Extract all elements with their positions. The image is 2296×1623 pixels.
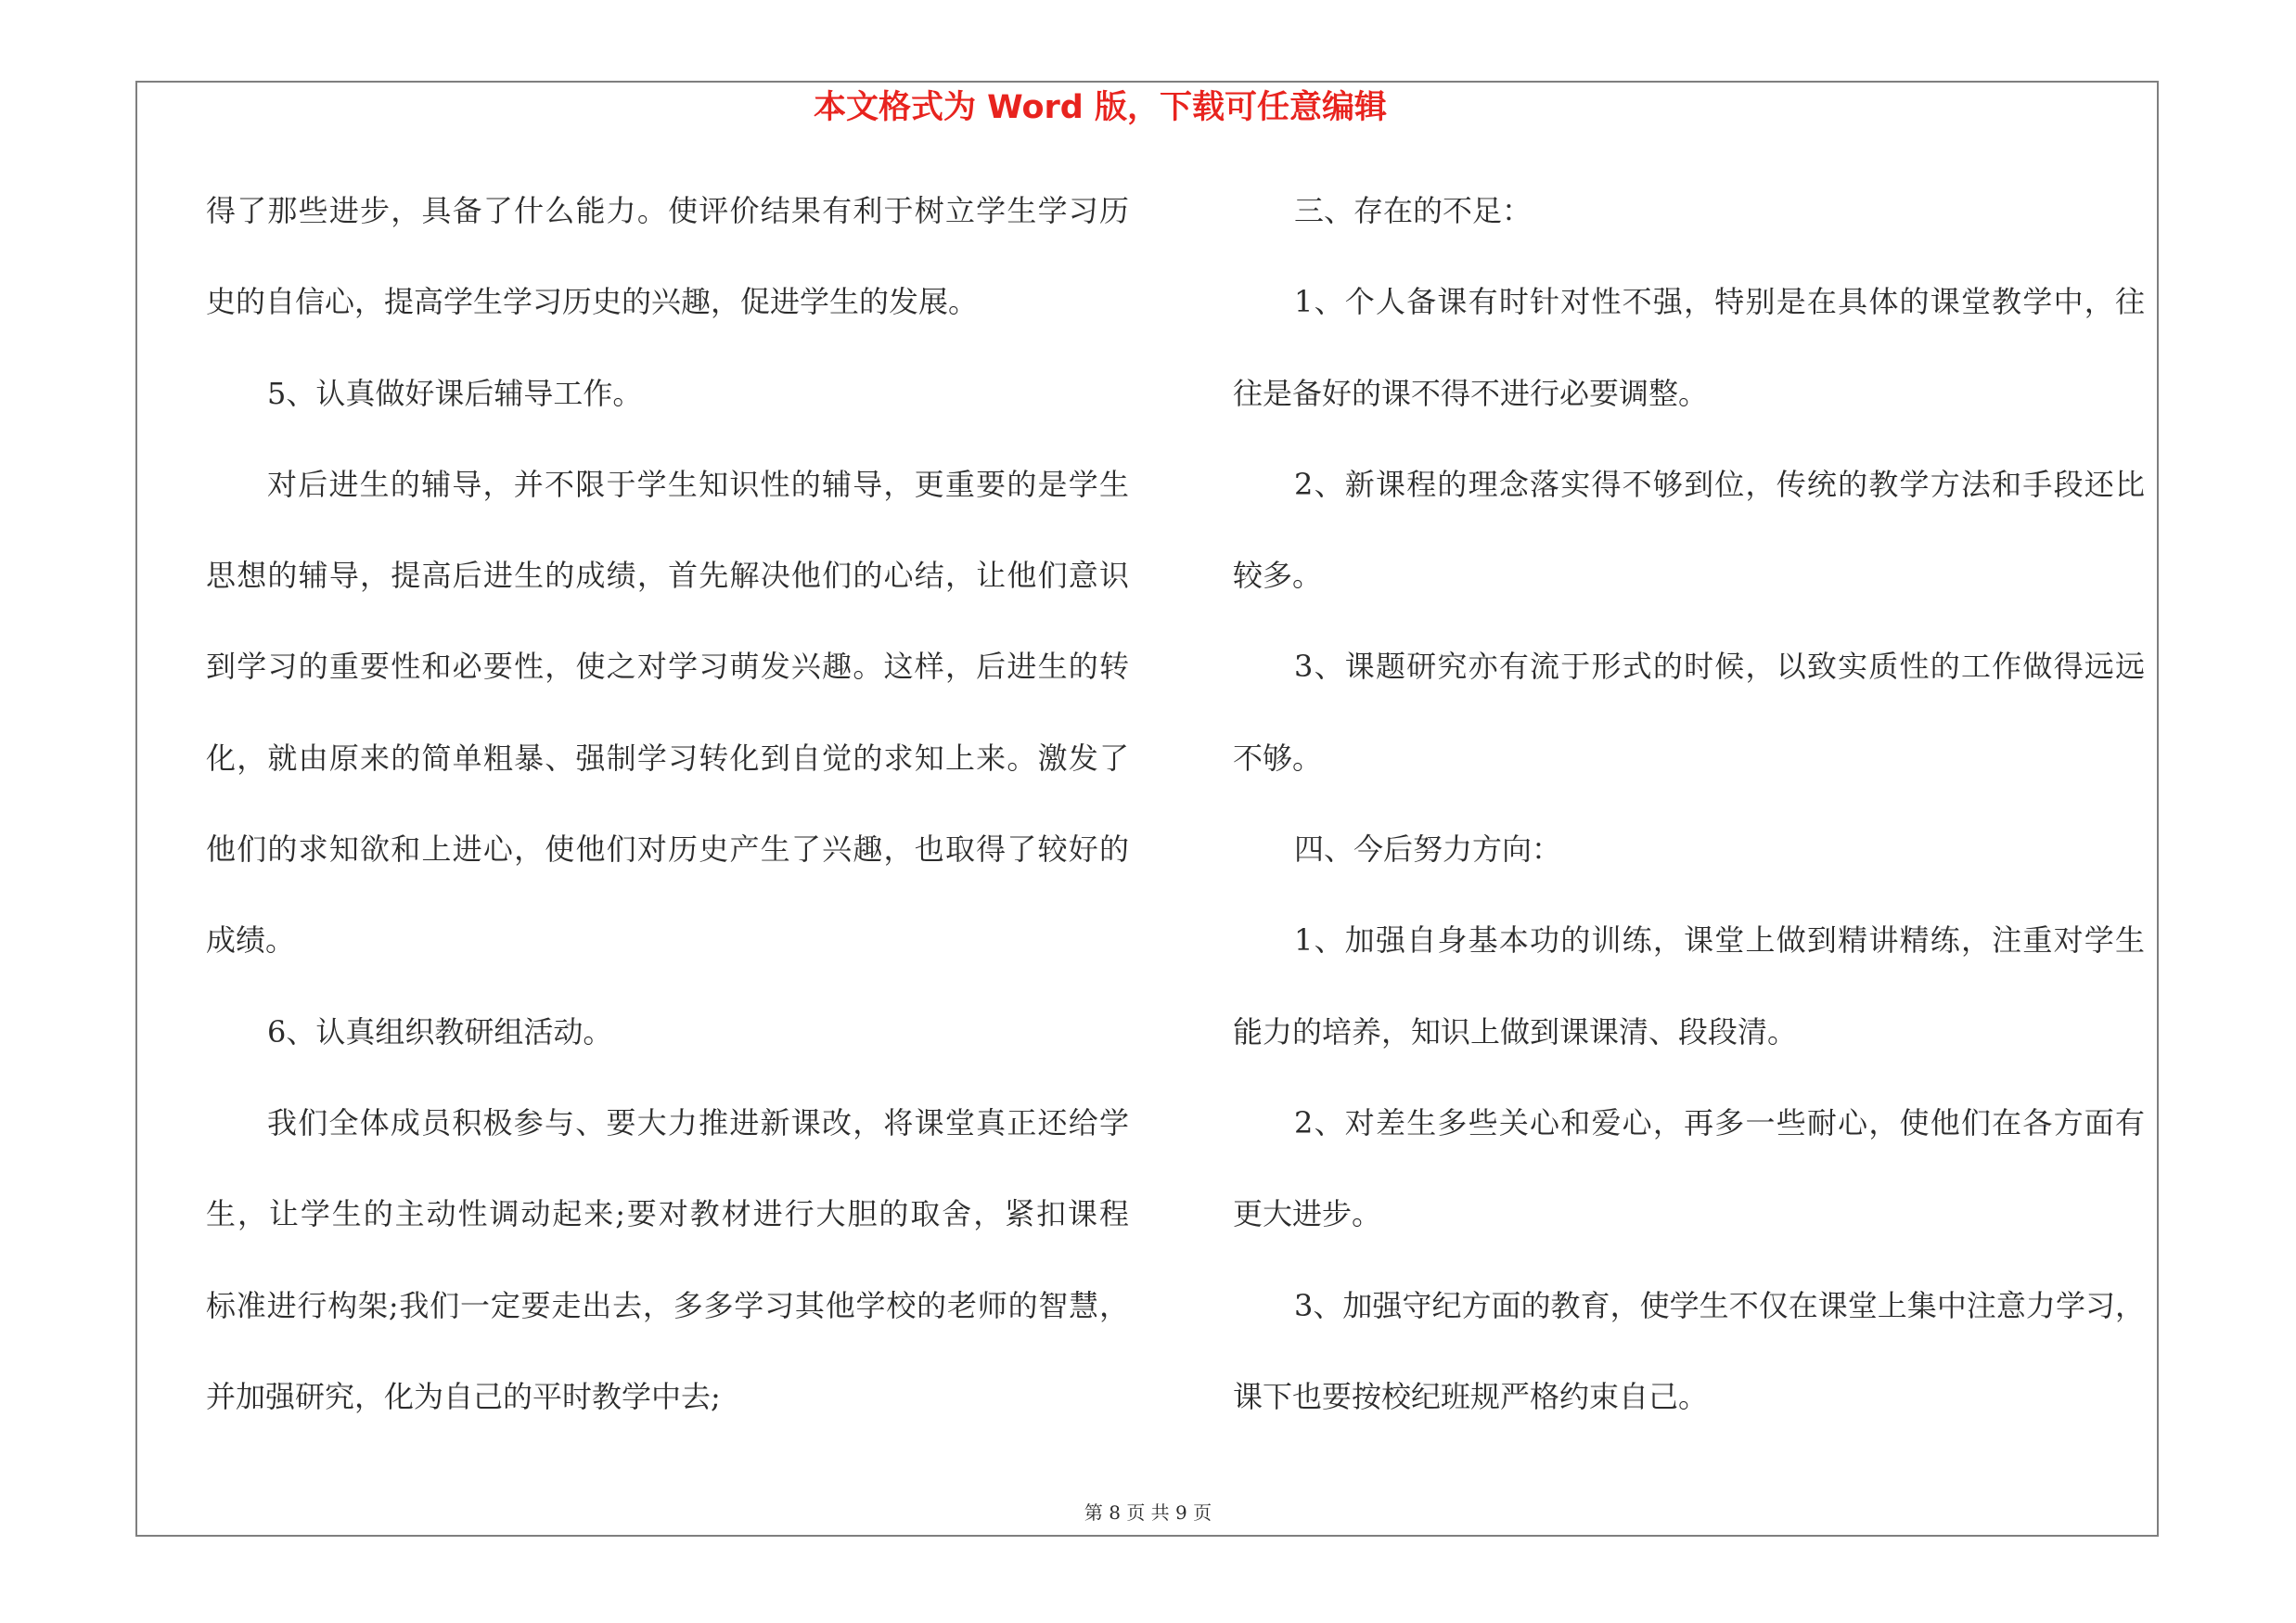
paragraph-line: 3、加强守纪方面的教育，使学生不仅在课堂上集中注意力学习， [1294, 1287, 2145, 1323]
paragraph-line: 史的自信心，提高学生学习历史的兴趣，促进学生的发展。 [206, 284, 979, 320]
section-heading: 三、存在的不足： [1294, 193, 1533, 228]
paragraph-line: 并加强研究，化为自己的平时教学中去; [206, 1378, 721, 1414]
paragraph-line: 化，就由原来的简单粗暴、强制学习转化到自觉的求知上来。激发了 [206, 740, 1129, 776]
paragraph-line: 标准进行构架;我们一定要走出去，多多学习其他学校的老师的智慧， [206, 1287, 1129, 1323]
paragraph-line: 较多。 [1233, 558, 1323, 594]
paragraph-line: 2、新课程的理念落实得不够到位，传统的教学方法和手段还比 [1294, 466, 2145, 502]
page-number: 第 8 页 共 9 页 [1084, 1501, 1212, 1524]
section-heading: 5、认真做好课后辅导工作。 [267, 375, 643, 411]
paragraph-line: 1、加强自身基本功的训练，课堂上做到精讲精练，注重对学生 [1294, 922, 2145, 959]
paragraph-line: 能力的培养，知识上做到课课清、段段清。 [1233, 1013, 1798, 1050]
section-heading: 6、认真组织教研组活动。 [267, 1013, 613, 1050]
paragraph-line: 我们全体成员积极参与、要大力推进新课改，将课堂真正还给学 [267, 1104, 1129, 1140]
paragraph-line: 3、课题研究亦有流于形式的时候，以致实质性的工作做得远远 [1294, 649, 2145, 685]
paragraph-line: 更大进步。 [1233, 1196, 1382, 1232]
paragraph-line: 课下也要按校纪班规严格约束自己。 [1233, 1378, 1709, 1414]
paragraph-line: 到学习的重要性和必要性，使之对学习萌发兴趣。这样，后进生的转 [206, 649, 1129, 685]
paragraph-line: 2、对差生多些关心和爱心，再多一些耐心，使他们在各方面有 [1294, 1104, 2145, 1140]
format-banner: 本文格式为 Word 版，下载可任意编辑 [813, 89, 1388, 126]
paragraph-line: 他们的求知欲和上进心，使他们对历史产生了兴趣，也取得了较好的 [206, 831, 1129, 868]
paragraph-line: 生，让学生的主动性调动起来;要对教材进行大胆的取舍，紧扣课程 [206, 1196, 1129, 1232]
section-heading: 四、今后努力方向： [1294, 831, 1562, 868]
paragraph-line: 对后进生的辅导，并不限于学生知识性的辅导，更重要的是学生 [267, 466, 1129, 502]
paragraph-line: 思想的辅导，提高后进生的成绩，首先解决他们的心结，让他们意识 [206, 558, 1129, 594]
paragraph-line: 1、个人备课有时针对性不强，特别是在具体的课堂教学中，往 [1294, 284, 2145, 320]
right-column [1233, 165, 2145, 1442]
paragraph-line: 往是备好的课不得不进行必要调整。 [1233, 375, 1709, 411]
paragraph-line: 得了那些进步，具备了什么能力。使评价结果有利于树立学生学习历 [206, 193, 1129, 228]
paragraph-line: 成绩。 [206, 922, 296, 959]
paragraph-line: 不够。 [1233, 740, 1323, 776]
left-column [206, 165, 1129, 1442]
